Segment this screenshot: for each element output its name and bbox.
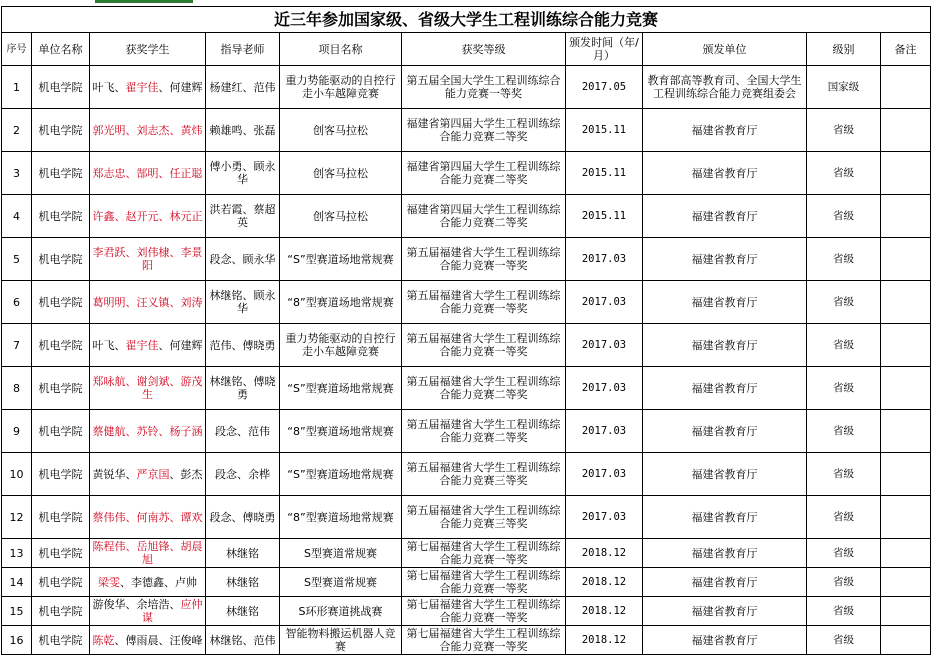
cell-project[interactable]: 创客马拉松: [280, 195, 402, 238]
cell-unit[interactable]: 机电学院: [32, 238, 90, 281]
cell-date[interactable]: 2017.03: [566, 367, 643, 410]
cell-award[interactable]: 第五届福建省大学生工程训练综合能力竞赛二等奖: [402, 367, 566, 410]
cell-project[interactable]: “S”型赛道场地常规赛: [280, 367, 402, 410]
cell-note[interactable]: [881, 626, 931, 655]
cell-issuer[interactable]: 福建省教育厅: [643, 324, 807, 367]
cell-level[interactable]: 省级: [807, 109, 881, 152]
cell-advisor[interactable]: 林继铭: [206, 597, 280, 626]
cell-level[interactable]: 省级: [807, 324, 881, 367]
table-row: [2, 66, 931, 109]
cell-seq[interactable]: 10: [2, 453, 32, 496]
cell-date[interactable]: 2017.05: [566, 66, 643, 109]
table-row: [2, 539, 931, 568]
cell-level[interactable]: 省级: [807, 568, 881, 597]
winner-names: 叶飞、: [92, 338, 126, 352]
table-body: [2, 66, 931, 655]
cell-unit[interactable]: 机电学院: [32, 626, 90, 655]
cell-award[interactable]: 福建省第四届大学生工程训练综合能力竞赛二等奖: [402, 152, 566, 195]
cell-seq[interactable]: 7: [2, 324, 32, 367]
winner-names: 、彭杰: [169, 467, 203, 481]
cell-note[interactable]: [881, 453, 931, 496]
cell-award[interactable]: 福建省第四届大学生工程训练综合能力竞赛二等奖: [402, 195, 566, 238]
cell-date[interactable]: 2017.03: [566, 238, 643, 281]
cell-winners[interactable]: [90, 597, 206, 626]
cell-level[interactable]: 国家级: [807, 66, 881, 109]
cell-seq[interactable]: 6: [2, 281, 32, 324]
cell-date[interactable]: 2018.12: [566, 539, 643, 568]
cell-issuer[interactable]: 福建省教育厅: [643, 410, 807, 453]
winner-names: 、傅雨晨、汪俊峰: [114, 633, 203, 647]
cell-unit[interactable]: 机电学院: [32, 109, 90, 152]
cell-issuer[interactable]: 福建省教育厅: [643, 453, 807, 496]
cell-winners[interactable]: [90, 539, 206, 568]
table-row: [2, 568, 931, 597]
winner-names: 叶飞、: [92, 80, 126, 94]
cell-project[interactable]: S环形赛道挑战赛: [280, 597, 402, 626]
cell-date[interactable]: 2017.03: [566, 496, 643, 539]
cell-note[interactable]: [881, 367, 931, 410]
cell-winners[interactable]: [90, 568, 206, 597]
table-row: [2, 152, 931, 195]
header-issuer: 颁发单位: [643, 33, 807, 66]
cell-award[interactable]: 第五届福建省大学生工程训练综合能力竞赛二等奖: [402, 410, 566, 453]
cell-note[interactable]: [881, 324, 931, 367]
table-row: [2, 324, 931, 367]
cell-award[interactable]: 福建省第四届大学生工程训练综合能力竞赛二等奖: [402, 109, 566, 152]
table-row: [2, 109, 931, 152]
cell-advisor[interactable]: 傅小勇、顾永华: [206, 152, 280, 195]
cell-project[interactable]: 创客马拉松: [280, 109, 402, 152]
cell-issuer[interactable]: 福建省教育厅: [643, 568, 807, 597]
cell-advisor[interactable]: 林继铭、傅晓勇: [206, 367, 280, 410]
winner-names-highlighted: 李君跃、刘伟棣、李景阳: [92, 246, 203, 272]
cell-unit[interactable]: 机电学院: [32, 281, 90, 324]
table-row: [2, 453, 931, 496]
header-award: 获奖等级: [402, 33, 566, 66]
cell-project[interactable]: “S”型赛道场地常规赛: [280, 453, 402, 496]
cell-issuer[interactable]: 福建省教育厅: [643, 195, 807, 238]
cell-issuer[interactable]: 福建省教育厅: [643, 152, 807, 195]
cell-date[interactable]: 2017.03: [566, 281, 643, 324]
cell-note[interactable]: [881, 152, 931, 195]
cell-seq[interactable]: 2: [2, 109, 32, 152]
sheet-edge: [931, 6, 939, 657]
cell-winners[interactable]: [90, 238, 206, 281]
cell-level[interactable]: 省级: [807, 367, 881, 410]
cell-advisor[interactable]: 范伟、傅晓勇: [206, 324, 280, 367]
table-row: [2, 496, 931, 539]
cell-unit[interactable]: 机电学院: [32, 597, 90, 626]
cell-advisor[interactable]: 段念、顾永华: [206, 238, 280, 281]
header-advisor: 指导老师: [206, 33, 280, 66]
table-title: 近三年参加国家级、省级大学生工程训练综合能力竞赛: [2, 7, 931, 33]
winner-names-highlighted: 郭光明、刘志杰、黄炜: [92, 123, 203, 137]
cell-winners[interactable]: [90, 496, 206, 539]
cell-seq[interactable]: 3: [2, 152, 32, 195]
cell-advisor[interactable]: 洪若霞、蔡超英: [206, 195, 280, 238]
cell-unit[interactable]: 机电学院: [32, 453, 90, 496]
cell-level[interactable]: 省级: [807, 195, 881, 238]
cell-note[interactable]: [881, 496, 931, 539]
cell-advisor[interactable]: 林继铭: [206, 539, 280, 568]
cell-project[interactable]: “8”型赛道场地常规赛: [280, 410, 402, 453]
cell-issuer[interactable]: 福建省教育厅: [643, 367, 807, 410]
cell-issuer[interactable]: 福建省教育厅: [643, 109, 807, 152]
cell-level[interactable]: 省级: [807, 152, 881, 195]
cell-advisor[interactable]: 赖雄鸣、张磊: [206, 109, 280, 152]
cell-date[interactable]: 2017.03: [566, 453, 643, 496]
cell-project[interactable]: 创客马拉松: [280, 152, 402, 195]
cell-winners[interactable]: [90, 152, 206, 195]
cell-note[interactable]: [881, 539, 931, 568]
cell-seq[interactable]: 1: [2, 66, 32, 109]
table-row: [2, 367, 931, 410]
header-level: 级别: [807, 33, 881, 66]
header-date: 颁发时间（年/月）: [566, 33, 643, 66]
cell-issuer[interactable]: 福建省教育厅: [643, 238, 807, 281]
cell-project[interactable]: “8”型赛道场地常规赛: [280, 496, 402, 539]
cell-unit[interactable]: 机电学院: [32, 496, 90, 539]
cell-level[interactable]: 省级: [807, 539, 881, 568]
cell-note[interactable]: [881, 410, 931, 453]
cell-project[interactable]: S型赛道常规赛: [280, 568, 402, 597]
cell-issuer[interactable]: 福建省教育厅: [643, 496, 807, 539]
winner-names-highlighted: 梁雯: [98, 575, 120, 589]
cell-project[interactable]: 重力势能驱动的自控行走小车越障竞赛: [280, 324, 402, 367]
cell-seq[interactable]: 15: [2, 597, 32, 626]
winner-names-highlighted: 应仲谋: [142, 598, 203, 624]
cell-issuer[interactable]: 教育部高等教育司、全国大学生工程训练综合能力竞赛组委会: [643, 66, 807, 109]
winner-names-highlighted: 严京国: [136, 467, 170, 481]
winner-names-highlighted: 许鑫、赵开元、林元正: [92, 209, 203, 223]
cell-level[interactable]: 省级: [807, 496, 881, 539]
cell-winners[interactable]: [90, 281, 206, 324]
cell-award[interactable]: 第五届福建省大学生工程训练综合能力竞赛一等奖: [402, 281, 566, 324]
cell-note[interactable]: [881, 66, 931, 109]
cell-advisor[interactable]: 段念、傅晓勇: [206, 496, 280, 539]
header-seq: 序号: [2, 33, 32, 66]
cell-award[interactable]: 第七届福建省大学生工程训练综合能力竞赛一等奖: [402, 597, 566, 626]
cell-seq[interactable]: 16: [2, 626, 32, 655]
cell-award[interactable]: 第七届福建省大学生工程训练综合能力竞赛一等奖: [402, 539, 566, 568]
cell-issuer[interactable]: 福建省教育厅: [643, 626, 807, 655]
cell-date[interactable]: 2015.11: [566, 109, 643, 152]
cell-advisor[interactable]: 段念、范伟: [206, 410, 280, 453]
cell-seq[interactable]: 13: [2, 539, 32, 568]
cell-unit[interactable]: 机电学院: [32, 195, 90, 238]
cell-issuer[interactable]: 福建省教育厅: [643, 539, 807, 568]
cell-advisor[interactable]: 杨建红、范伟: [206, 66, 280, 109]
cell-award[interactable]: 第五届全国大学生工程训练综合能力竞赛一等奖: [402, 66, 566, 109]
cell-note[interactable]: [881, 597, 931, 626]
cell-unit[interactable]: 机电学院: [32, 324, 90, 367]
cell-unit[interactable]: 机电学院: [32, 367, 90, 410]
cell-date[interactable]: 2015.11: [566, 152, 643, 195]
cell-note[interactable]: [881, 195, 931, 238]
cell-unit[interactable]: 机电学院: [32, 410, 90, 453]
cell-level[interactable]: 省级: [807, 281, 881, 324]
winner-names: 、何建辉: [158, 338, 203, 352]
cell-level[interactable]: 省级: [807, 626, 881, 655]
cell-unit[interactable]: 机电学院: [32, 568, 90, 597]
cell-unit[interactable]: 机电学院: [32, 66, 90, 109]
cell-award[interactable]: 第五届福建省大学生工程训练综合能力竞赛一等奖: [402, 238, 566, 281]
cell-winners[interactable]: [90, 367, 206, 410]
cell-project[interactable]: 智能物料搬运机器人竞赛: [280, 626, 402, 655]
winner-names-highlighted: 蔡健航、苏铃、杨子涵: [92, 424, 203, 438]
table-row: [2, 410, 931, 453]
winner-names-highlighted: 陈程伟、岳旭锋、胡晨旭: [92, 540, 203, 566]
cell-seq[interactable]: 9: [2, 410, 32, 453]
cell-date[interactable]: 2017.03: [566, 324, 643, 367]
cell-note[interactable]: [881, 238, 931, 281]
cell-date[interactable]: 2015.11: [566, 195, 643, 238]
winner-names-highlighted: 郑志忠、郜明、任正聪: [92, 166, 203, 180]
cell-award[interactable]: 第五届福建省大学生工程训练综合能力竞赛三等奖: [402, 496, 566, 539]
cell-award[interactable]: 第七届福建省大学生工程训练综合能力竞赛一等奖: [402, 626, 566, 655]
header-unit: 单位名称: [32, 33, 90, 66]
cell-advisor[interactable]: 段念、余桦: [206, 453, 280, 496]
cell-note[interactable]: [881, 109, 931, 152]
cell-issuer[interactable]: 福建省教育厅: [643, 597, 807, 626]
cell-project[interactable]: 重力势能驱动的自控行走小车越障竞赛: [280, 66, 402, 109]
header-note: 备注: [881, 33, 931, 66]
selection-highlight: [95, 0, 193, 3]
cell-winners[interactable]: [90, 109, 206, 152]
cell-level[interactable]: 省级: [807, 597, 881, 626]
winner-names: 、何建辉: [158, 80, 203, 94]
winner-names-highlighted: 葛明明、汪义镇、刘涛: [92, 295, 203, 309]
winner-names-highlighted: 蔡伟伟、何南苏、谭欢: [92, 510, 203, 524]
cell-award[interactable]: 第五届福建省大学生工程训练综合能力竞赛一等奖: [402, 324, 566, 367]
awards-table: [1, 6, 931, 655]
winner-names-highlighted: 郑咏航、谢剑斌、游茂生: [92, 375, 203, 401]
cell-winners[interactable]: [90, 410, 206, 453]
cell-seq[interactable]: 12: [2, 496, 32, 539]
cell-project[interactable]: “8”型赛道场地常规赛: [280, 281, 402, 324]
cell-seq[interactable]: 5: [2, 238, 32, 281]
header-winners: 获奖学生: [90, 33, 206, 66]
cell-note[interactable]: [881, 281, 931, 324]
cell-seq[interactable]: 14: [2, 568, 32, 597]
cell-level[interactable]: 省级: [807, 238, 881, 281]
cell-winners[interactable]: [90, 195, 206, 238]
cell-note[interactable]: [881, 568, 931, 597]
table-row: [2, 281, 931, 324]
winner-names-highlighted: 陈乾: [92, 633, 115, 647]
cell-unit[interactable]: 机电学院: [32, 539, 90, 568]
cell-project[interactable]: S型赛道常规赛: [280, 539, 402, 568]
cell-advisor[interactable]: 林继铭: [206, 568, 280, 597]
cell-project[interactable]: “S”型赛道场地常规赛: [280, 238, 402, 281]
winner-names-highlighted: 翟宇佳: [125, 338, 159, 352]
cell-award[interactable]: 第七届福建省大学生工程训练综合能力竞赛一等奖: [402, 568, 566, 597]
winner-names: 、李德鑫、卢帅: [120, 575, 197, 589]
winner-names: 游俊华、余培浩、: [92, 598, 181, 611]
cell-date[interactable]: 2017.03: [566, 410, 643, 453]
cell-level[interactable]: 省级: [807, 453, 881, 496]
table-row: [2, 195, 931, 238]
winner-names: 黄锐华、: [92, 467, 137, 481]
cell-unit[interactable]: 机电学院: [32, 152, 90, 195]
table-row: [2, 597, 931, 626]
cell-seq[interactable]: 4: [2, 195, 32, 238]
cell-seq[interactable]: 8: [2, 367, 32, 410]
cell-winners[interactable]: [90, 626, 206, 655]
cell-date[interactable]: 2018.12: [566, 568, 643, 597]
cell-level[interactable]: 省级: [807, 410, 881, 453]
cell-award[interactable]: 第五届福建省大学生工程训练综合能力竞赛三等奖: [402, 453, 566, 496]
header-project: 项目名称: [280, 33, 402, 66]
winner-names-highlighted: 翟宇佳: [125, 80, 159, 94]
cell-issuer[interactable]: 福建省教育厅: [643, 281, 807, 324]
cell-winners[interactable]: [90, 66, 206, 109]
cell-date[interactable]: 2018.12: [566, 626, 643, 655]
cell-winners[interactable]: [90, 324, 206, 367]
cell-advisor[interactable]: 林继铭、范伟: [206, 626, 280, 655]
cell-advisor[interactable]: 林继铭、顾永华: [206, 281, 280, 324]
cell-date[interactable]: 2018.12: [566, 597, 643, 626]
table-row: [2, 626, 931, 655]
table-row: [2, 238, 931, 281]
cell-winners[interactable]: [90, 453, 206, 496]
